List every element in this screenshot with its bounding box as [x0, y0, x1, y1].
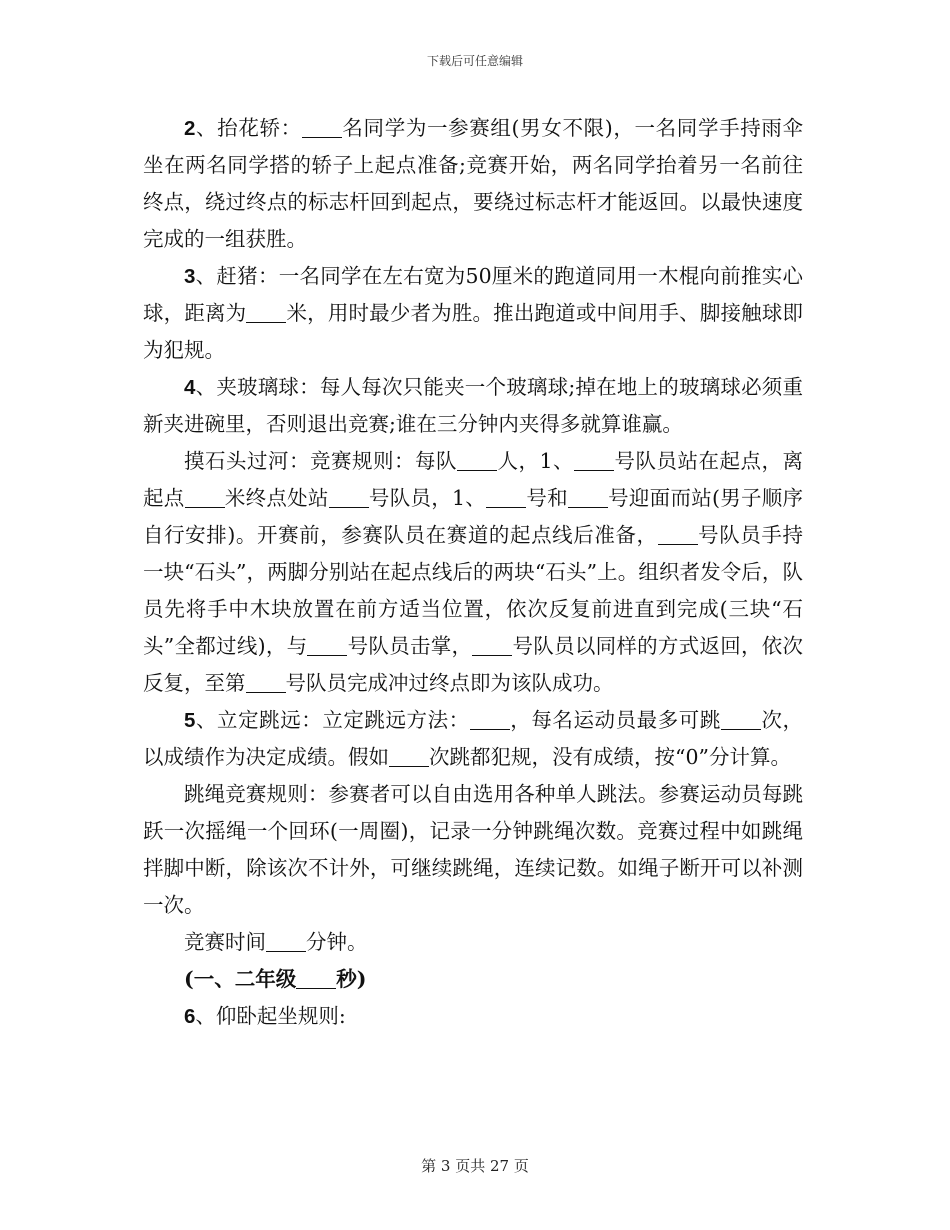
paragraph-text: (一、二年级: [184, 967, 297, 991]
fill-blank: [302, 117, 342, 139]
fill-blank: [486, 487, 526, 509]
fill-blank: [658, 524, 698, 546]
paragraph-text: ，每名运动员最多可跳: [509, 708, 721, 732]
fill-blank: [329, 487, 369, 509]
item-number: 6: [184, 1005, 196, 1028]
fill-blank: [568, 487, 608, 509]
fill-blank: [246, 672, 286, 694]
paragraph-text: 号队员完成冲过终点即为该队成功。: [285, 671, 614, 695]
item-number: 2: [184, 117, 196, 140]
paragraph-rule-6: [143, 998, 803, 1035]
paragraph-text: 厘米的跑道同用一木棍向前推实心球，距离为: [143, 264, 804, 325]
fill-blank: [307, 635, 347, 657]
paragraph-text: 号迎面而站(男子顺序自行安排)。开赛前，参赛队员在赛道的起点线后准备，: [143, 486, 804, 547]
paragraph-text: 竞赛时间: [184, 930, 266, 954]
fill-blank: [574, 450, 614, 472]
paragraph-text: 、立定跳远：立定跳远方法：: [195, 708, 470, 732]
paragraph-text: 次跳都犯规，没有成绩，按“0”分计算。: [429, 745, 792, 769]
paragraph-time: [143, 924, 803, 961]
fill-blank: [721, 709, 761, 731]
item-number: 5: [184, 709, 196, 732]
paragraph-text: 次，以成绩作为决定成绩。假如: [143, 708, 804, 769]
fill-blank: [389, 746, 429, 768]
paragraph-text: 、仰卧起坐规则:: [195, 1004, 346, 1028]
paragraph-rule-3: [143, 258, 803, 369]
page-footer: 第 3 页共 27 页: [421, 1157, 529, 1175]
fill-blank: [246, 302, 286, 324]
paragraph-text: 号和: [526, 486, 568, 510]
paragraph-rule-4: [143, 369, 803, 443]
item-number: 4: [184, 376, 196, 399]
item-number: 3: [184, 265, 196, 288]
paragraph-rule-5: [143, 702, 803, 776]
number-50: 50: [465, 264, 492, 288]
paragraph-text: 、赶猪：一名同学在左右宽为: [195, 264, 466, 288]
paragraph-text: 号队员手持一块“石头”，两脚分别站在起点线后的两块“石头”上。组织者发令后，队员先将手中木块放置在前方适当位置，依次反复前进直到完成(三块“石头”全都过线)，与: [143, 523, 804, 658]
page-header: 下载后可任意编辑: [426, 54, 523, 68]
paragraph-text: 号队员击掌，: [347, 634, 473, 658]
paragraph-text: 米终点处站: [224, 486, 329, 510]
paragraph-text: 秒): [336, 967, 367, 991]
paragraph-text: 号队员以同样的方式返回，依次反复，至第: [143, 634, 804, 695]
paragraph-grade-note: [143, 961, 803, 998]
paragraph-text: 人，1、: [496, 449, 575, 473]
paragraph-text: 、夹玻璃球：每人每次只能夹一个玻璃球;掉在地上的玻璃球必须重新夹进碗里，否则退出竞赛;谁在三分钟内夹得多就算谁赢。: [143, 375, 803, 436]
document-body: [143, 110, 803, 1035]
paragraph-text: 跳绳竞赛规则：参赛者可以自由选用各种单人跳法。参赛运动员每跳跃一次摇绳一个回环(一周圈)，记录一分钟跳绳次数。竞赛过程中如跳绳拌脚中断，除该次不计外，可继续跳绳，连续记数。如绳子断开可以补测一次。: [143, 782, 803, 917]
fill-blank: [296, 968, 336, 990]
fill-blank: [470, 709, 510, 731]
paragraph-text: 名同学为一参赛组(男女不限)，一名同学手持雨伞坐在两名同学搭的轿子上起点准备;竞赛开始，两名同学抬着另一名前往终点，绕过终点的标志杆回到起点，要绕过标志杆才能返回。以最快速度完成的一组获胜。: [143, 116, 804, 251]
paragraph-rule-2: [143, 110, 803, 258]
paragraph-text: 、抬花轿：: [195, 116, 302, 140]
fill-blank: [266, 931, 306, 953]
fill-blank: [185, 487, 225, 509]
paragraph-text: 摸石头过河：竞赛规则：每队: [184, 449, 457, 473]
paragraph-text: 米，用时最少者为胜。推出跑道或中间用手、脚接触球即为犯规。: [143, 301, 804, 362]
fill-blank: [472, 635, 512, 657]
paragraph-text: 号队员，1、: [368, 486, 487, 510]
paragraph-text: 分钟。: [306, 930, 368, 954]
paragraph-rope-skipping: [143, 776, 803, 924]
paragraph-text: 号队员站在起点，离起点: [143, 449, 804, 510]
fill-blank: [457, 450, 497, 472]
paragraph-river-crossing: [143, 443, 803, 702]
